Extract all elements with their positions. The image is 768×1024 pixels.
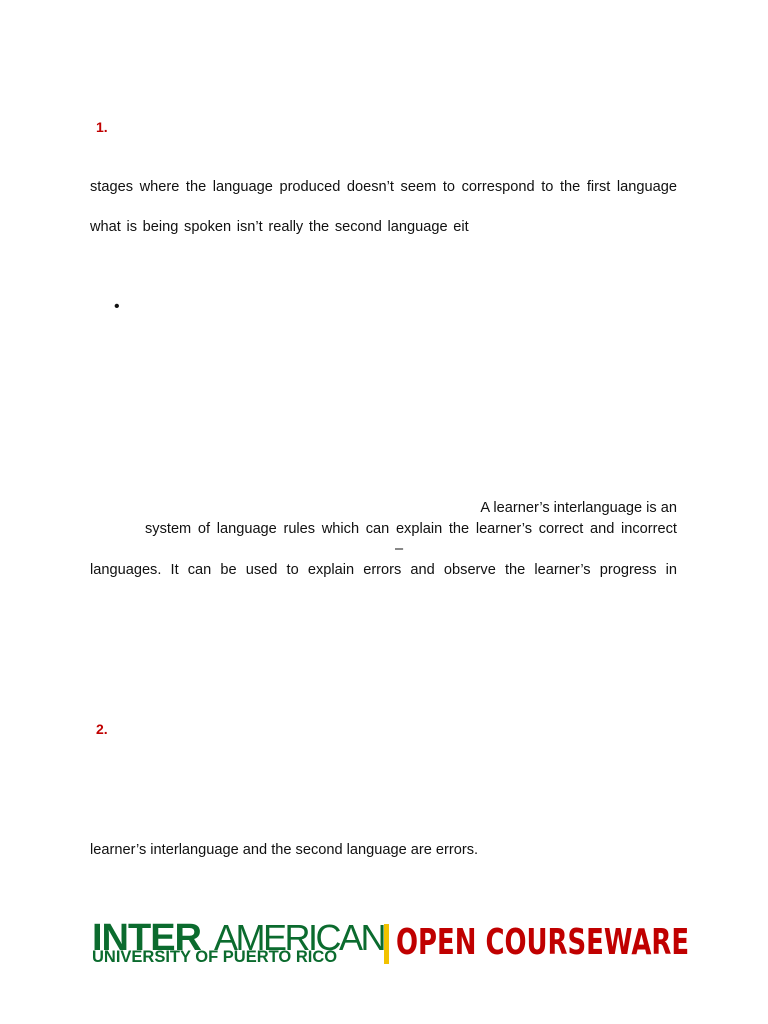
section-2-number: 2.: [96, 721, 108, 737]
paragraph-line-2: system of language rules which can explain the learner’s correct and incorrect: [145, 521, 677, 537]
bullet-point: •: [114, 298, 120, 315]
section-1-number: 1.: [96, 119, 108, 135]
section-1-line-a: stages where the language produced doesn’t seem to correspond to the first language: [90, 179, 677, 195]
logo-divider-bar: [384, 924, 389, 964]
paragraph-line-1: A learner’s interlanguage is an: [480, 500, 677, 516]
section-2-line-a: learner’s interlanguage and the second language are errors.: [90, 842, 479, 858]
logo-american: AMERICAN: [214, 917, 385, 958]
logo-university: UNIVERSITY OF PUERTO RICO: [92, 948, 338, 966]
paragraph-line-3: languages. It can be used to explain errors and observe the learner’s progress in: [90, 562, 677, 578]
paragraph-dash: –: [395, 541, 404, 557]
inter-american-open-courseware-logo: [90, 917, 690, 974]
logo-open-courseware: OPEN COURSEWARE: [396, 922, 690, 963]
section-1-line-b: what is being spoken isn’t really the second language eit: [90, 219, 469, 235]
logo-inter: INTER: [92, 917, 201, 959]
